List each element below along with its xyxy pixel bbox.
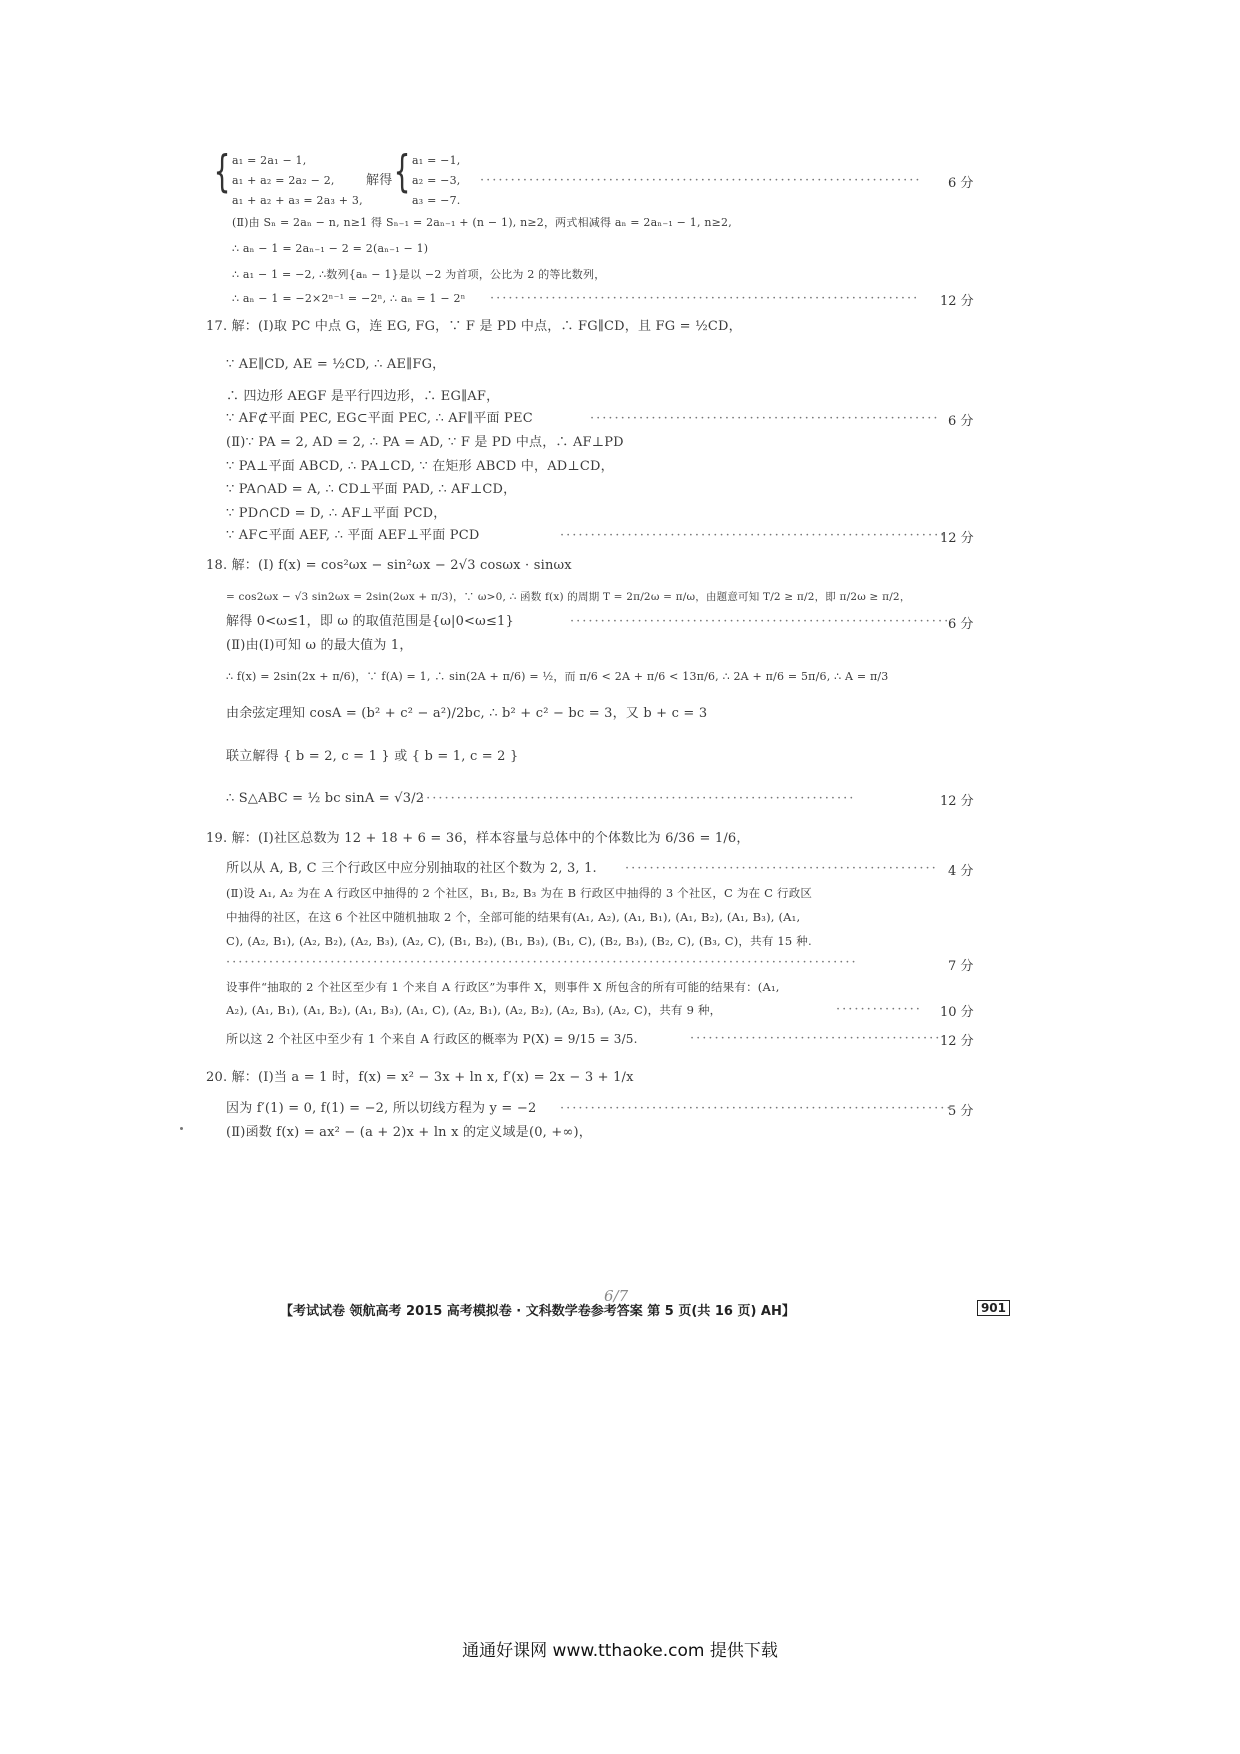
scan-speck [180, 1127, 183, 1130]
q18-line-5: ∴ f(x) = 2sin(2x + π/6)，∵ f(A) = 1, ∴ sin(2A + π/6) = ½，而 π/6 < 2A + π/6 < 13π/6, ∴ 2A + π/6 = 5π/6, ∴ A = π/3 [226, 670, 889, 683]
q16-line-1: (Ⅱ)由 Sₙ = 2aₙ − n, n≥1 得 Sₙ₋₁ = 2aₙ₋₁ + (n − 1), n≥2，两式相减得 aₙ = 2aₙ₋₁ − 1, n≥2, [232, 216, 732, 229]
q17-line-9: ∵ AF⊂平面 AEF, ∴ 平面 AEF⊥平面 PCD [226, 528, 480, 543]
left-brace-icon: { [393, 146, 411, 197]
q17-line-6: ∵ PA⊥平面 ABCD, ∴ PA⊥CD, ∵ 在矩形 ABCD 中，AD⊥CD， [226, 459, 614, 474]
q20-line-1: 20. 解：(Ⅰ)当 a = 1 时，f(x) = x² − 3x + ln x, f′(x) = 2x − 3 + 1/x [206, 1070, 634, 1085]
dot-leader: ··················································· [625, 861, 938, 876]
score-label: 6 分 [948, 176, 974, 191]
footer-text: 【考试试卷 领航高考 2015 高考模拟卷 · 文科数学卷参考答案 第 5 页(共 16 页) AH】 [280, 1304, 795, 1319]
q17-line-7: ∵ PA∩AD = A, ∴ CD⊥平面 PAD, ∴ AF⊥CD， [226, 482, 517, 497]
q18-line-4: (Ⅱ)由(Ⅰ)可知 ω 的最大值为 1， [226, 638, 413, 653]
q18-line-8: ∴ S△ABC = ½ bc sinA = √3/2 [226, 791, 425, 806]
q19-line-7: A₂), (A₁, B₁), (A₁, B₂), (A₁, B₃), (A₁, C), (A₂, B₁), (A₂, B₂), (A₂, B₃), (A₂, C)，共有 9 种， [226, 1003, 722, 1017]
score-label: 4 分 [948, 864, 974, 879]
q19-line-1: 19. 解：(Ⅰ)社区总数为 12 + 18 + 6 = 36，样本容量与总体中的个体数比为 6/36 = 1/6， [206, 831, 750, 846]
dot-leader: ······································································· [420, 791, 856, 806]
score-label: 12 分 [940, 294, 974, 309]
q18-line-1: 18. 解：(Ⅰ) f(x) = cos²ωx − sin²ωx − 2√3 cosωx · sinωx [206, 558, 572, 573]
q19-line-4: 中抽得的社区，在这 6 个社区中随机抽取 2 个，全部可能的结果有(A₁, A₂), (A₁, B₁), (A₁, B₂), (A₁, B₃), (A₁, [226, 910, 801, 924]
q18-line-2: = cos2ωx − √3 sin2ωx = 2sin(2ωx + π/3)，∵ ω>0, ∴ 函数 f(x) 的周期 T = 2π/2ω = π/ω，由题意可知 T/2 ≥ π/2，即 π/2ω ≥ π/2， [226, 591, 911, 603]
dot-leader: ·············· [836, 1002, 922, 1017]
score-label: 12 分 [940, 794, 974, 809]
score-label: 7 分 [948, 959, 974, 974]
score-label: 5 分 [948, 1104, 974, 1119]
system-row-1: a₁ = 2a₁ − 1, [232, 154, 307, 167]
q16-line-2: ∴ aₙ − 1 = 2aₙ₋₁ − 2 = 2(aₙ₋₁ − 1) [232, 242, 429, 255]
q19-line-6: 设事件“抽取的 2 个社区至少有 1 个来自 A 行政区”为事件 X，则事件 X 所包含的所有可能的结果有：(A₁, [226, 980, 780, 994]
solution-row-1: a₁ = −1, [412, 154, 461, 167]
dot-leader: ······························································ [570, 614, 951, 629]
q17-line-3: ∴ 四边形 AEGF 是平行四边形，∴ EG∥AF， [226, 389, 500, 404]
q17-line-1: 17. 解：(Ⅰ)取 PC 中点 G，连 EG, FG，∵ F 是 PD 中点，∴ FG∥CD，且 FG = ½CD， [206, 319, 742, 334]
q18-line-7: 联立解得 { b = 2, c = 1 } 或 { b = 1, c = 2 } [226, 749, 519, 764]
download-note: 通通好课网 www.tthaoke.com 提供下载 [462, 1641, 778, 1661]
score-label: 12 分 [940, 1034, 974, 1049]
q17-line-8: ∵ PD∩CD = D, ∴ AF⊥平面 PCD， [226, 506, 447, 521]
q17-line-2: ∵ AE∥CD, AE = ½CD, ∴ AE∥FG， [226, 357, 446, 372]
footer-code-box: 901 [977, 1300, 1010, 1316]
dot-leader: ········································· [690, 1031, 942, 1046]
page-mark: 6/7 [604, 1287, 629, 1305]
q16-line-4: ∴ aₙ − 1 = −2×2ⁿ⁻¹ = −2ⁿ, ∴ aₙ = 1 − 2ⁿ [232, 292, 466, 305]
solution-row-3: a₃ = −7. [412, 194, 461, 207]
exam-footer [280, 1300, 1010, 1322]
score-label: 6 分 [948, 414, 974, 429]
score-label: 12 分 [940, 531, 974, 546]
q19-line-8: 所以这 2 个社区中至少有 1 个来自 A 行政区的概率为 P(X) = 9/15 = 3/5. [226, 1032, 638, 1046]
solve-label: 解得 [366, 173, 393, 188]
q20-line-2: 因为 f′(1) = 0, f(1) = −2, 所以切线方程为 y = −2 [226, 1101, 537, 1116]
dot-leader: ······························································· [560, 528, 947, 543]
score-label: 6 分 [948, 617, 974, 632]
q19-line-3: (Ⅱ)设 A₁, A₂ 为在 A 行政区中抽得的 2 个社区，B₁, B₂, B₃ 为在 B 行政区中抽得的 3 个社区，C 为在 C 行政区 [226, 886, 813, 900]
q18-line-6: 由余弦定理知 cosA = (b² + c² − a²)/2bc, ∴ b² + c² − bc = 3，又 b + c = 3 [226, 706, 708, 721]
solution-row-2: a₂ = −3, [412, 174, 461, 187]
score-label: 10 分 [940, 1005, 974, 1020]
system-row-2: a₁ + a₂ = 2a₂ − 2, [232, 174, 335, 187]
q19-line-5: C), (A₂, B₁), (A₂, B₂), (A₂, B₃), (A₂, C), (B₁, B₂), (B₁, B₃), (B₁, C), (B₂, B₃), (B₂, C), (B₃, C)，共有 15 种. [226, 934, 812, 948]
q18-line-3: 解得 0<ω≤1，即 ω 的取值范围是{ω|0<ω≤1} [226, 614, 514, 629]
dot-leader: ········································································ [480, 173, 922, 188]
q20-line-3: (Ⅱ)函数 f(x) = ax² − (a + 2)x + ln x 的定义域是(0, +∞)， [226, 1125, 592, 1140]
dot-leader: ································································ [560, 1101, 953, 1116]
q17-line-5: (Ⅱ)∵ PA = 2, AD = 2, ∴ PA = AD, ∵ F 是 PD 中点，∴ AF⊥PD [226, 435, 624, 450]
q19-line-2: 所以从 A, B, C 三个行政区中应分别抽取的社区个数为 2, 3, 1. [226, 861, 597, 876]
system-row-3: a₁ + a₂ + a₃ = 2a₃ + 3, [232, 194, 363, 207]
dot-leader: ······································································································· [226, 955, 858, 970]
dot-leader: ······································································ [490, 291, 920, 306]
dot-leader: ························································· [590, 411, 940, 426]
left-brace-icon: { [213, 146, 231, 197]
q16-line-3: ∴ a₁ − 1 = −2, ∴数列{aₙ − 1}是以 −2 为首项，公比为 2 的等比数列， [232, 268, 606, 281]
q17-line-4: ∵ AF⊄平面 PEC, EG⊂平面 PEC, ∴ AF∥平面 PEC [226, 411, 533, 426]
